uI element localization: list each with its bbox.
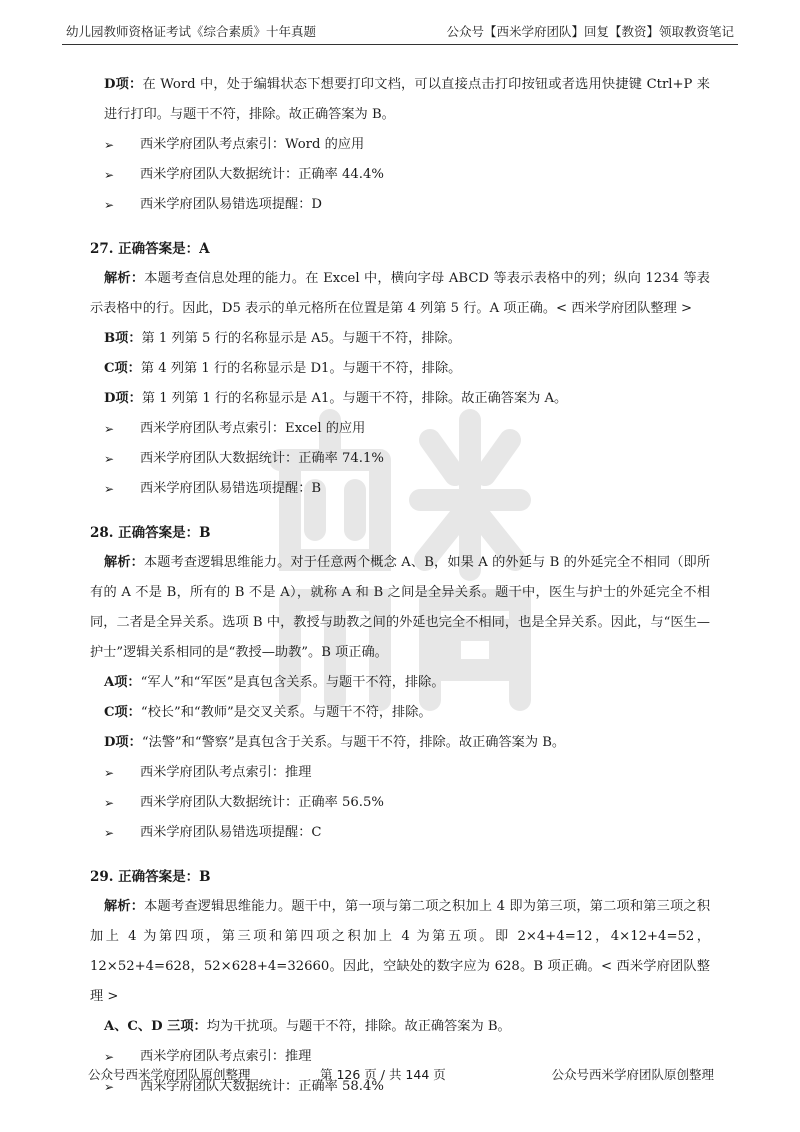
list-item xyxy=(90,414,710,444)
q28-title: 28. 正确答案是：B xyxy=(90,525,211,541)
list-item xyxy=(90,444,710,474)
option-label: D项： xyxy=(104,391,142,406)
bullet-text: 西米学府团队大数据统计：正确率 58.4% xyxy=(140,1079,384,1094)
q27-option xyxy=(90,384,710,414)
list-item xyxy=(90,160,710,190)
arrow-bullet-icon: ➢ xyxy=(104,198,115,212)
analysis-text: 本题考查逻辑思维能力。对于任意两个概念 A、B，如果 A 的外延与 B 的外延完全不相同（即所有的 A 不是 B，所有的 B 不是 A），就称 A 和 B 之间是全异关系。题干中，医生与护士的外延完全不相同，二者是全异关系。选项 B 中，教授与助教之间的外延也完全不相同，也是全异关系。因此，与“医生—护士”逻辑关系相同的是“教授—助教”。B 项正确。 xyxy=(90,555,711,660)
option-text: 第 1 列第 5 行的名称显示是 A5。与题干不符，排除。 xyxy=(141,331,461,346)
arrow-bullet-icon: ➢ xyxy=(104,826,115,840)
option-text: “校长”和“教师”是交叉关系。与题干不符，排除。 xyxy=(140,705,432,720)
q27-title: 27. 正确答案是：A xyxy=(90,241,210,257)
bullet-text: 西米学府团队考点索引：推理 xyxy=(140,765,312,780)
list-item xyxy=(90,818,710,848)
analysis-text: 本题考查信息处理的能力。在 Excel 中，横向字母 ABCD 等表示表格中的列；纵向 1234 等表示表格中的行。因此，D5 表示的单元格所在位置是第 4 列第 5 行。A 项正确。< 西米学府团队整理 > xyxy=(90,271,710,316)
analysis-label: 解析： xyxy=(104,271,145,286)
q28-analysis xyxy=(90,548,710,668)
option-text: 在 Word 中，处于编辑状态下想要打印文档，可以直接点击打印按钮或者选用快捷键 Ctrl+P 来进行打印。与题干不符，排除。故正确答案为 B。 xyxy=(104,77,710,122)
option-label: C项： xyxy=(104,361,141,376)
arrow-bullet-icon: ➢ xyxy=(104,138,115,152)
bullet-text: 西米学府团队考点索引：推理 xyxy=(140,1049,312,1064)
q26-option-d xyxy=(90,70,710,130)
arrow-bullet-icon: ➢ xyxy=(104,482,115,496)
arrow-bullet-icon: ➢ xyxy=(104,168,115,182)
list-item xyxy=(90,788,710,818)
answer-content xyxy=(90,70,710,1102)
page-footer xyxy=(62,1065,738,1085)
q27-analysis xyxy=(90,264,710,324)
bullet-text: 西米学府团队大数据统计：正确率 56.5% xyxy=(140,795,384,810)
option-text: “军人”和“军医”是真包含关系。与题干不符，排除。 xyxy=(140,675,445,690)
list-item xyxy=(90,190,710,220)
header-promo: 公众号【西米学府团队】回复【教资】领取教资笔记 xyxy=(446,24,734,39)
analysis-text: 本题考查逻辑思维能力。题干中，第一项与第二项之积加上 4 即为第三项，第二项和第三项之积加上 4 为第四项，第三项和第四项之积加上 4 为第五项。即 2×4+4=12，4×12+4=52，12×52+4=628，52×628+4=32660。因此，空缺处的数字应为 628。B 项正确。< 西米学府团队整理 > xyxy=(90,899,711,1004)
option-label: B项： xyxy=(104,331,142,346)
option-text: 第 1 列第 1 行的名称显示是 A1。与题干不符，排除。故正确答案为 A。 xyxy=(141,391,568,406)
q29-title: 29. 正确答案是：B xyxy=(90,869,211,885)
q28-option xyxy=(90,728,710,758)
page-number: 第 126 页 / 共 144 页 xyxy=(320,1067,446,1082)
option-label: D项： xyxy=(104,77,143,92)
bullet-text: 西米学府团队考点索引：Word 的应用 xyxy=(140,137,365,152)
bullet-text: 西米学府团队易错选项提醒：B xyxy=(140,481,322,496)
option-label: D项： xyxy=(104,735,142,750)
page-header xyxy=(62,22,738,45)
option-label: A项： xyxy=(104,675,141,690)
bullet-text: 西米学府团队易错选项提醒：D xyxy=(140,197,323,212)
arrow-bullet-icon: ➢ xyxy=(104,766,115,780)
bullet-text: 西米学府团队大数据统计：正确率 74.1% xyxy=(140,451,384,466)
bullet-text: 西米学府团队大数据统计：正确率 44.4% xyxy=(140,167,384,182)
analysis-label: 解析： xyxy=(104,899,145,914)
bullet-text: 西米学府团队考点索引：Excel 的应用 xyxy=(140,421,366,436)
q27-option xyxy=(90,354,710,384)
q29-analysis xyxy=(90,892,710,1012)
list-item xyxy=(90,474,710,504)
analysis-label: 解析： xyxy=(104,555,144,570)
option-text: 均为干扰项。与题干不符，排除。故正确答案为 B。 xyxy=(206,1019,511,1034)
q29-option xyxy=(90,1012,710,1042)
q28-option xyxy=(90,668,710,698)
arrow-bullet-icon: ➢ xyxy=(104,452,115,466)
option-label: A、C、D 三项： xyxy=(104,1019,207,1034)
option-label: C项： xyxy=(104,705,141,720)
footer-left: 公众号西米学府团队原创整理 xyxy=(88,1067,251,1082)
header-book-title: 幼儿园教师资格证考试《综合素质》十年真题 xyxy=(66,24,317,39)
q27-option xyxy=(90,324,710,354)
footer-right: 公众号西米学府团队原创整理 xyxy=(551,1067,714,1082)
arrow-bullet-icon: ➢ xyxy=(104,1050,115,1064)
list-item xyxy=(90,130,710,160)
arrow-bullet-icon: ➢ xyxy=(104,1080,115,1094)
arrow-bullet-icon: ➢ xyxy=(104,796,115,810)
q28-option xyxy=(90,698,710,728)
option-text: “法警”和“警察”是真包含于关系。与题干不符，排除。故正确答案为 B。 xyxy=(141,735,566,750)
arrow-bullet-icon: ➢ xyxy=(104,422,115,436)
option-text: 第 4 列第 1 行的名称显示是 D1。与题干不符，排除。 xyxy=(140,361,462,376)
list-item xyxy=(90,758,710,788)
bullet-text: 西米学府团队易错选项提醒：C xyxy=(140,825,322,840)
